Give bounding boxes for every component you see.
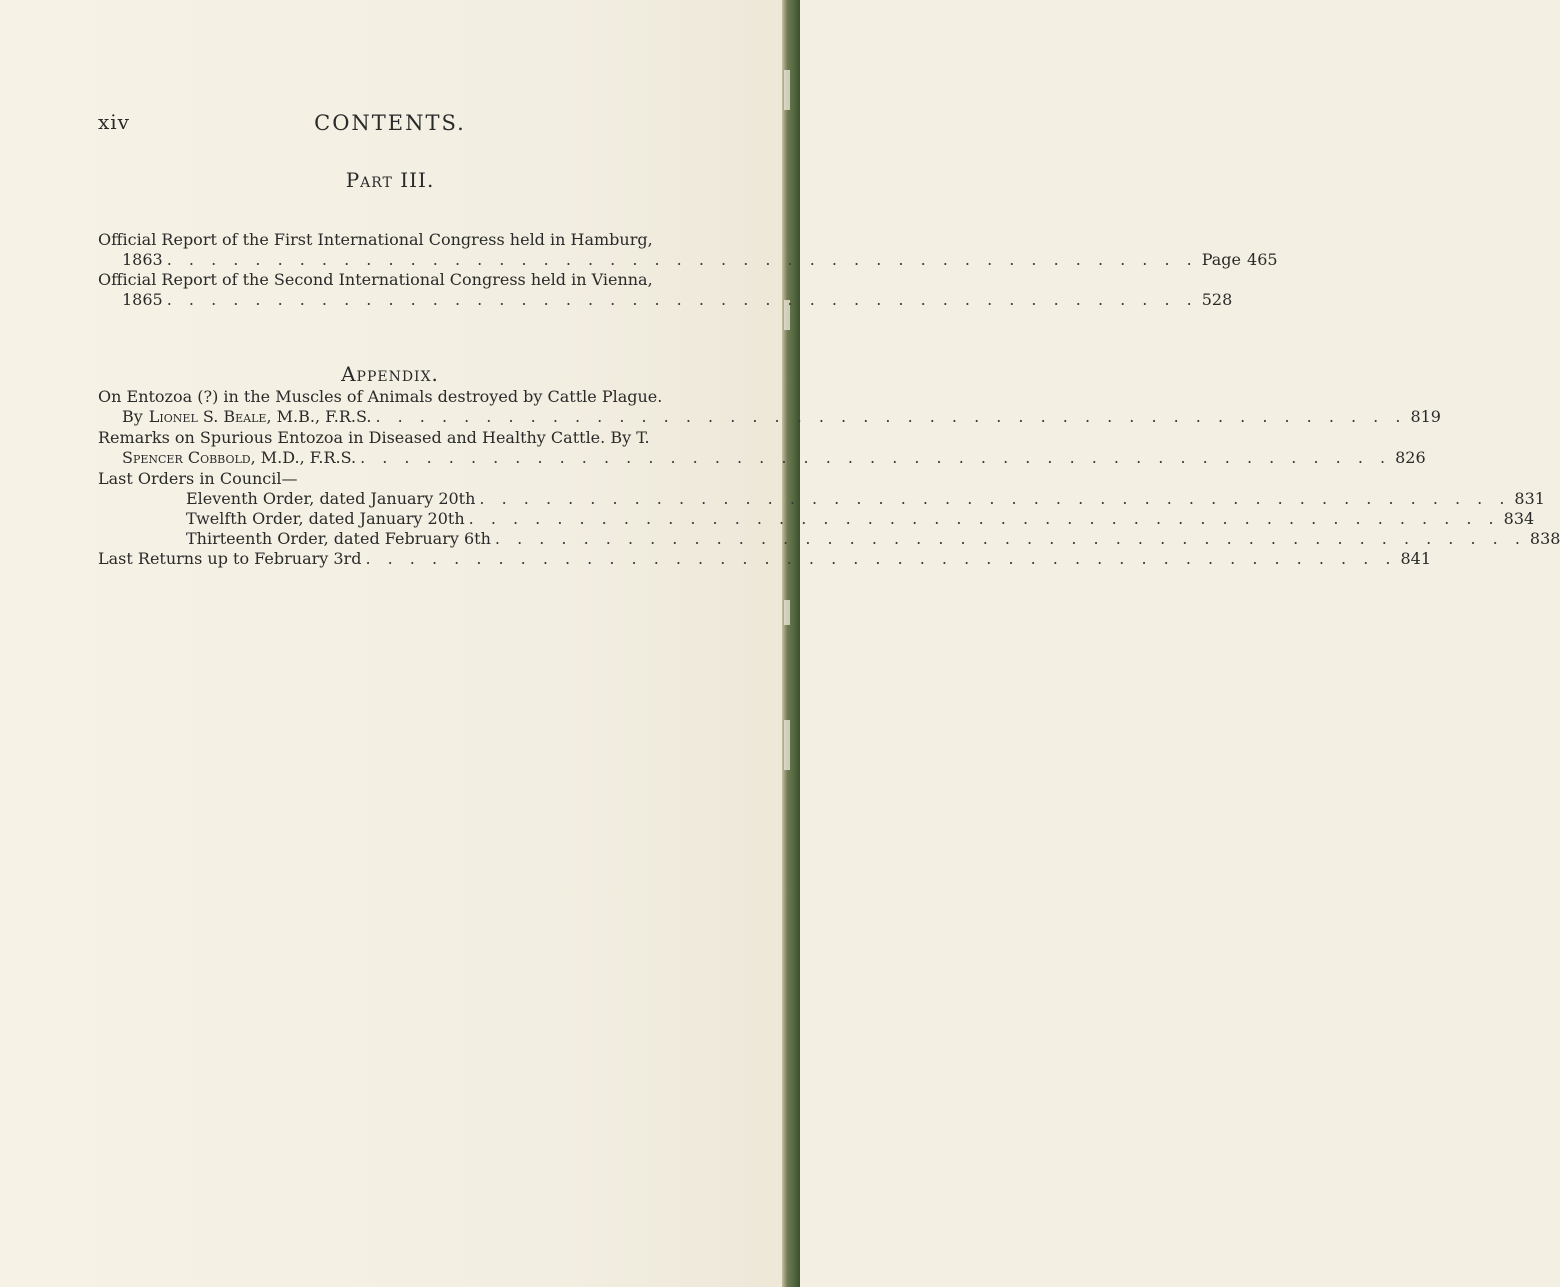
- page-number: xiv: [98, 110, 130, 134]
- appendix-entry1-line1: On Entozoa (?) in the Muscles of Animals destroyed by Cattle Plague.: [98, 387, 663, 406]
- order-entry: [186, 489, 1545, 509]
- entry-year: 1863: [122, 250, 163, 269]
- page-ref: 819: [1410, 407, 1441, 426]
- page-ref: 831: [1514, 489, 1545, 508]
- leader-dots: . . . . . . . . . . . . . . . . . . . . . . . . . . . . . . . . . . . . . . . . . . . . . . .: [468, 509, 1500, 528]
- author-name: Lionel S. Beale: [148, 407, 267, 426]
- page-ref: 465: [1247, 250, 1278, 269]
- order-entry: [186, 509, 1535, 529]
- page-ref: 834: [1503, 509, 1535, 528]
- author-credentials: , M.D., F.R.S.: [250, 448, 357, 467]
- order-entry: [186, 529, 1560, 549]
- page-edge: [782, 0, 800, 1287]
- page-ref: 841: [1400, 549, 1431, 568]
- order-label: Eleventh Order, dated January 20th: [186, 489, 476, 508]
- orders-heading: Last Orders in Council—: [98, 469, 298, 488]
- author-name: Spencer Cobbold: [122, 448, 251, 467]
- leader-dots: . . . . . . . . . . . . . . . . . . . . . . . . . . . . . . . . . . . . . . . . . . . . . . .: [375, 407, 1407, 426]
- running-head: CONTENTS.: [314, 111, 466, 135]
- part3-entry2-line1: Official Report of the Second International Congress held in Vienna,: [98, 270, 653, 289]
- appendix-title: Appendix.: [341, 362, 439, 386]
- appendix-entry2-line1: Remarks on Spurious Entozoa in Diseased and Healthy Cattle. By T.: [98, 428, 650, 447]
- returns-entry: [98, 549, 1431, 569]
- page-ref: 826: [1395, 448, 1426, 467]
- page-ref: 838: [1529, 529, 1560, 548]
- leader-dots: . . . . . . . . . . . . . . . . . . . . . . . . . . . . . . . . . . . . . . . . . . . . . . .: [365, 549, 1397, 568]
- entry-year: 1865: [122, 290, 163, 309]
- returns-label: Last Returns up to February 3rd: [98, 549, 362, 568]
- appendix-entry2-line2: [122, 448, 1426, 468]
- leader-dots: . . . . . . . . . . . . . . . . . . . . . . . . . . . . . . . . . . . . . . . . . . . . . . .: [166, 250, 1198, 269]
- leader-dots: . . . . . . . . . . . . . . . . . . . . . . . . . . . . . . . . . . . . . . . . . . . . . . .: [166, 290, 1198, 309]
- page-ref: 528: [1201, 290, 1233, 309]
- appendix-entry1-line2: [122, 407, 1441, 427]
- part3-entry1-line2: [122, 250, 1278, 270]
- part3-entry1-line1: Official Report of the First International Congress held in Hamburg,: [98, 230, 653, 249]
- part-three-title: Part III.: [345, 168, 435, 192]
- order-label: Thirteenth Order, dated February 6th: [186, 529, 491, 548]
- part3-entry2-line2: [122, 290, 1233, 310]
- leader-dots: . . . . . . . . . . . . . . . . . . . . . . . . . . . . . . . . . . . . . . . . . . . . . . .: [479, 489, 1511, 508]
- leader-dots: . . . . . . . . . . . . . . . . . . . . . . . . . . . . . . . . . . . . . . . . . . . . . . .: [360, 448, 1392, 467]
- author-credentials: , M.B., F.R.S.: [266, 407, 372, 426]
- leader-dots: . . . . . . . . . . . . . . . . . . . . . . . . . . . . . . . . . . . . . . . . . . . . . . .: [494, 529, 1526, 548]
- order-label: Twelfth Order, dated January 20th: [186, 509, 465, 528]
- author-prefix: By: [122, 407, 143, 426]
- page-prefix: Page: [1201, 250, 1242, 269]
